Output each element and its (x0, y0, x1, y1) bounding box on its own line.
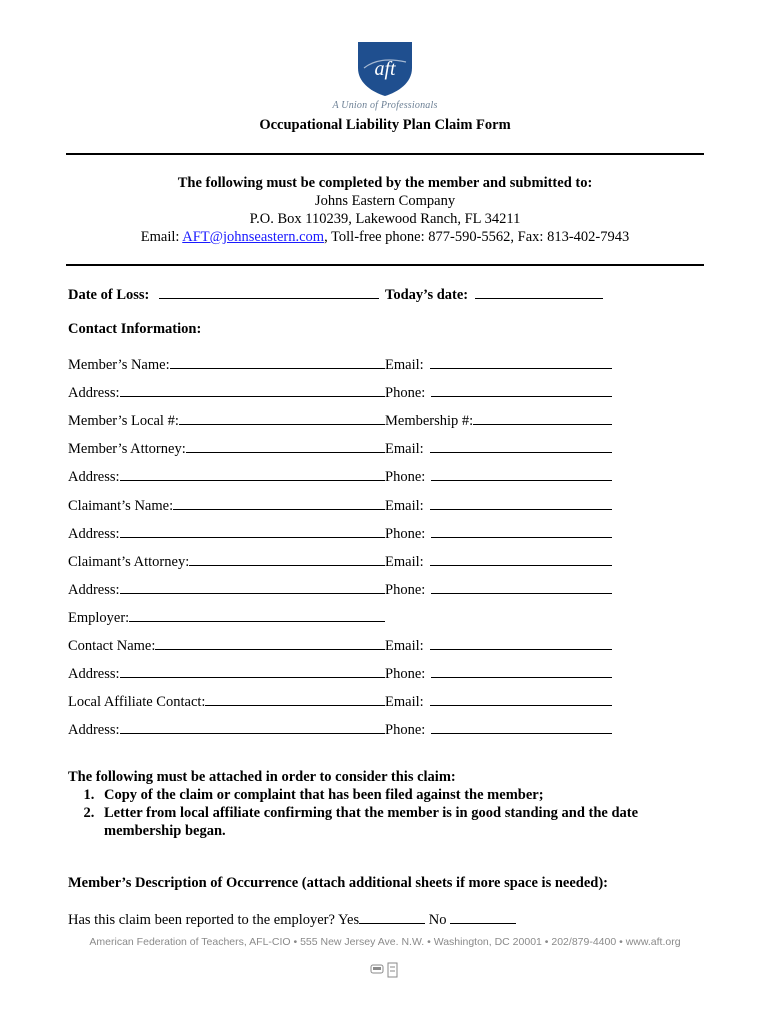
field-label: Phone: (385, 526, 426, 542)
contact-row-right (385, 412, 612, 430)
date-of-loss-row (68, 286, 379, 304)
submission-heading: The following must be completed by the member and submitted to: (177, 175, 593, 191)
contact-row-left (68, 553, 385, 571)
field-label: Email: (385, 694, 424, 710)
submission-info (0, 174, 770, 246)
field-label: Member’s Name: (68, 357, 170, 373)
field-blank[interactable] (120, 665, 385, 678)
field-blank[interactable] (173, 497, 385, 510)
reported-no-label: No (425, 912, 451, 928)
field-blank[interactable] (120, 468, 385, 481)
date-of-loss-field[interactable] (159, 286, 379, 299)
field-label: Email: (385, 441, 424, 457)
description-heading: Member’s Description of Occurrence (attach additional sheets if more space is needed): (68, 875, 609, 891)
contact-row-right (385, 497, 612, 515)
field-label: Phone: (385, 469, 426, 485)
field-blank[interactable] (189, 553, 385, 566)
todays-date-label: Today’s date: (385, 287, 469, 303)
field-label: Claimant’s Attorney: (68, 554, 190, 570)
field-label: Address: (68, 526, 120, 542)
field-label: Address: (68, 722, 120, 738)
logo-tagline: A Union of Professionals (332, 100, 438, 111)
field-blank[interactable] (205, 693, 385, 706)
contact-row-left (68, 412, 385, 430)
field-label: Member’s Attorney: (68, 441, 186, 457)
field-label: Phone: (385, 722, 426, 738)
field-label: Email: (385, 554, 424, 570)
field-blank[interactable] (120, 384, 385, 397)
contact-row-left (68, 665, 385, 683)
contact-row-right (385, 581, 612, 599)
todays-date-row (385, 286, 603, 304)
field-blank[interactable] (186, 440, 385, 453)
contact-row-left (68, 609, 385, 627)
footer-address: American Federation of Teachers, AFL-CIO • 555 New Jersey Ave. N.W. • Washington, DC 20001 • 202/879-4400 • www.aft.org (89, 936, 681, 948)
contact-row-left (68, 468, 385, 486)
field-blank[interactable] (473, 412, 612, 425)
reported-yes-field[interactable] (359, 911, 425, 924)
company-contact (0, 228, 770, 246)
field-label: Email: (385, 498, 424, 514)
field-blank[interactable] (430, 693, 612, 706)
field-blank[interactable] (430, 553, 612, 566)
contact-row-left (68, 525, 385, 543)
field-blank[interactable] (170, 356, 385, 369)
field-label: Contact Name: (68, 638, 156, 654)
reported-no-field[interactable] (450, 911, 516, 924)
reported-question-row (68, 911, 516, 929)
attachments-list (68, 786, 679, 840)
contact-row-right (385, 525, 612, 543)
date-of-loss-label: Date of Loss: (68, 287, 150, 303)
contact-row-left (68, 497, 385, 515)
contact-row-right (385, 665, 612, 683)
contact-row-left (68, 721, 385, 739)
contact-row-left (68, 356, 385, 374)
contact-heading: Contact Information: (68, 321, 202, 337)
reported-question: Has this claim been reported to the employer? Yes (68, 912, 360, 928)
company-name: Johns Eastern Company (314, 193, 456, 209)
form-title: Occupational Liability Plan Claim Form (259, 117, 511, 133)
field-blank[interactable] (120, 581, 385, 594)
attachment-item: 2. Letter from local affiliate confirming that the member is in good standing and the date membership began. (98, 804, 679, 840)
email-link[interactable]: AFT@johnseastern.com (182, 229, 325, 245)
field-label: Phone: (385, 385, 426, 401)
attachment-item: 1. Copy of the claim or complaint that has been filed against the member; (98, 786, 679, 804)
field-blank[interactable] (431, 665, 612, 678)
field-label: Address: (68, 582, 120, 598)
contact-row-left (68, 384, 385, 402)
field-blank[interactable] (431, 384, 612, 397)
contact-row-right (385, 384, 612, 402)
field-blank[interactable] (120, 721, 385, 734)
contact-row-right (385, 553, 612, 571)
field-blank[interactable] (430, 637, 612, 650)
field-label: Phone: (385, 666, 426, 682)
contact-row-left (68, 693, 385, 711)
field-blank[interactable] (431, 721, 612, 734)
union-label-icon (370, 962, 400, 978)
field-label: Member’s Local #: (68, 413, 179, 429)
contact-row-left (68, 637, 385, 655)
field-label: Local Affiliate Contact: (68, 694, 206, 710)
contact-row-right (385, 440, 612, 458)
contact-row-right (385, 356, 612, 374)
field-blank[interactable] (120, 525, 385, 538)
contact-row-right (385, 468, 612, 486)
field-blank[interactable] (431, 581, 612, 594)
field-blank[interactable] (179, 412, 385, 425)
aft-logo (328, 38, 442, 118)
field-blank[interactable] (430, 356, 612, 369)
field-blank[interactable] (431, 468, 612, 481)
field-blank[interactable] (129, 609, 385, 622)
field-label: Address: (68, 666, 120, 682)
todays-date-field[interactable] (475, 286, 603, 299)
field-label: Email: (385, 638, 424, 654)
field-label: Claimant’s Name: (68, 498, 174, 514)
field-blank[interactable] (155, 637, 385, 650)
field-label: Phone: (385, 582, 426, 598)
contact-row-left (68, 581, 385, 599)
divider-top (66, 153, 704, 155)
field-label: Address: (68, 385, 120, 401)
company-address: P.O. Box 110239, Lakewood Ranch, FL 34211 (249, 211, 521, 227)
contact-row-right (385, 721, 612, 739)
aft-mark-text: aft (374, 58, 396, 80)
field-blank[interactable] (430, 497, 612, 510)
contact-row-left (68, 440, 385, 458)
field-label: Email: (385, 357, 424, 373)
field-blank[interactable] (431, 525, 612, 538)
field-label: Employer: (68, 610, 130, 626)
divider-middle (66, 264, 704, 266)
attachments-section (68, 768, 679, 840)
phone-fax: , Toll-free phone: 877-590-5562, Fax: 813-402-7943 (324, 229, 630, 245)
field-label: Address: (68, 469, 120, 485)
aft-shield-icon (354, 38, 416, 98)
attachments-heading: The following must be attached in order to consider this claim: (68, 769, 456, 785)
contact-row-right (385, 693, 612, 711)
email-prefix: Email: (140, 229, 183, 245)
field-blank[interactable] (430, 440, 612, 453)
field-label: Membership #: (385, 413, 474, 429)
contact-row-right (385, 637, 612, 655)
